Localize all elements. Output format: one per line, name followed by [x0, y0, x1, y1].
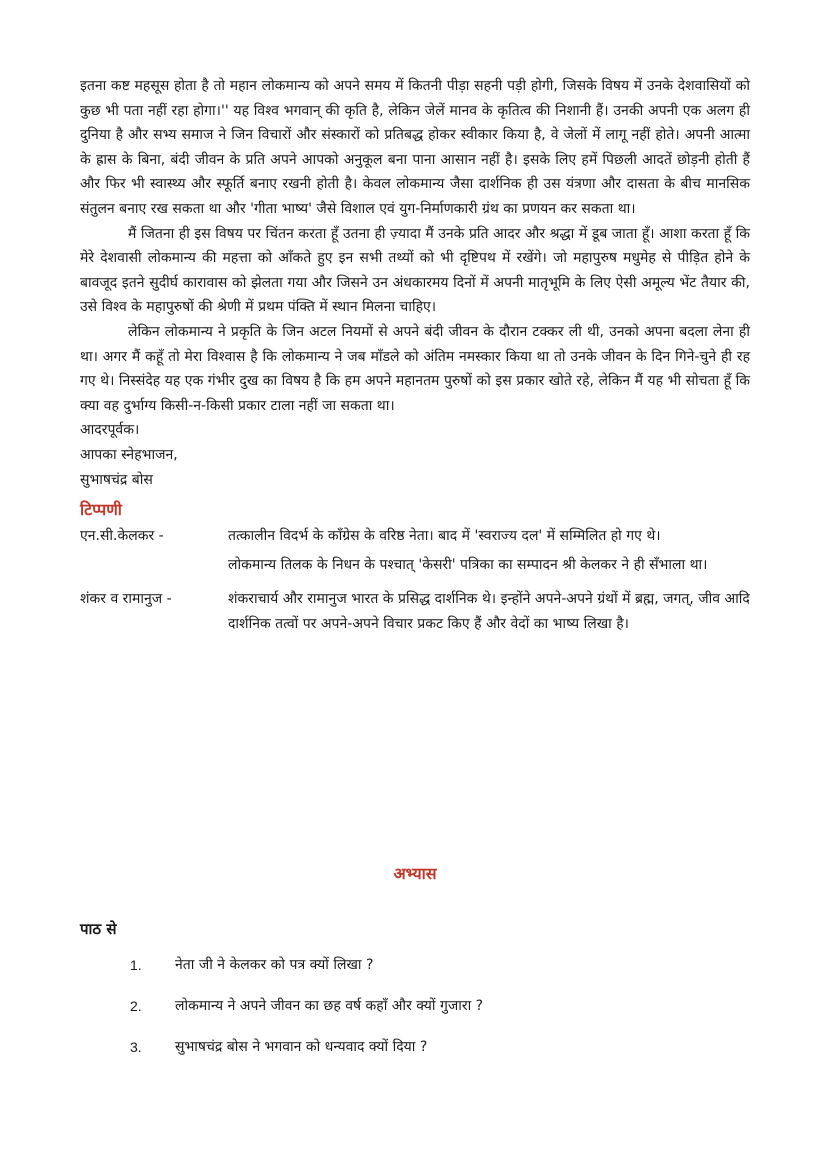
note-description-line: तत्कालीन विदर्भ के काँग्रेस के वरिष्ठ नेता। बाद में 'स्वराज्य दल' में सम्मिलित हो गए थे।	[228, 528, 661, 545]
document-page	[80, 74, 750, 1055]
question-number: 1.	[130, 957, 142, 973]
exercise-subheading: पाठ से	[80, 920, 117, 938]
signature: सुभाषचंद्र बोस	[80, 471, 153, 488]
question-text: नेता जी ने केलकर को पत्र क्यों लिखा ?	[175, 957, 374, 973]
note-item	[80, 524, 750, 581]
note-description	[228, 587, 750, 640]
body-paragraph-1: इतना कष्ट महसूस होता है तो महान लोकमान्य को अपने समय में कितनी पीड़ा सहनी पड़ी होगी, जिसके विषय में उनके देशवासियों को कुछ भी पता नहीं रहा होगा।'' यह विश्व भगवान् की कृति है, लेकिन जेलें मानव के कृतित्व की निशानी हैं। उनकी अपनी एक अलग ही दुनिया है और सभ्य समाज ने जिन विचारों और संस्कारों को प्रतिबद्ध होकर स्वीकार किया है, वे जेलों में लागू नहीं होते। अपनी आत्मा के ह्रास के बिना, बंदी जीवन के प्रति अपने आपको अनुकूल बना पाना आसान नहीं है। इसके लिए हमें पिछली आदतें छोड़नी होती हैं और फिर भी स्वास्थ्य और स्फूर्ति बनाए रखनी होती है। केवल लोकमान्य जैसा दार्शनिक ही उस यंत्रणा और दासता के बीच मानसिक संतुलन बनाए रख सकता था और 'गीता भाष्य' जैसे विशाल एवं युग-निर्माणकारी ग्रंथ का प्रणयन कर सकता था।	[80, 78, 750, 217]
question-item	[130, 995, 730, 1036]
question-list	[130, 954, 730, 1077]
note-item	[80, 587, 750, 640]
note-term: एन.सी.केलकर -	[80, 528, 164, 545]
exercise-heading: अभ्यास	[393, 864, 437, 883]
question-number: 2.	[130, 998, 142, 1014]
question-number: 3.	[130, 1039, 142, 1055]
note-description-line: शंकराचार्य और रामानुज भारत के प्रसिद्ध दार्शनिक थे। इन्होंने अपने-अपने ग्रंथों में ब्रह्म, जगत्, जीव आदि दार्शनिक तत्वों पर अपने-अपने विचार प्रकट किए हैं और वेदों का भाष्य लिखा है।	[228, 591, 750, 632]
question-text: सुभाषचंद्र बोस ने भगवान को धन्यवाद क्यों दिया ?	[175, 1039, 428, 1055]
notes-heading: टिप्पणी	[80, 500, 122, 520]
closing-affection: आपका स्नेहभाजन,	[80, 446, 178, 463]
note-term: शंकर व रामानुज -	[80, 591, 172, 608]
question-text: लोकमान्य ने अपने जीवन का छह वर्ष कहाँ और क्यों गुजारा ?	[175, 998, 484, 1014]
body-paragraph-3: लेकिन लोकमान्य ने प्रकृति के जिन अटल नियमों से अपने बंदी जीवन के दौरान टक्कर ली थी, उनको अपना बदला लेना ही था। अगर मैं कहूँ तो मेरा विश्वास है कि लोकमान्य ने जब माँडले को अंतिम नमस्कार किया था तो उनके जीवन के दिन गिने-चुने ही रह गए थे। निस्संदेह यह एक गंभीर दुख का विषय है कि हम अपने महानतम पुरुषों को इस प्रकार खोते रहे, लेकिन मैं यह भी सोचता हूँ कि क्या वह दुर्भाग्य किसी-न-किसी प्रकार टाला नहीं जा सकता था।	[80, 323, 750, 414]
note-description	[228, 524, 750, 581]
note-description-line: लोकमान्य तिलक के निधन के पश्चात् 'केसरी' पत्रिका का सम्पादन श्री केलकर ने ही सँभाला था।	[228, 556, 708, 573]
question-item	[130, 954, 730, 995]
body-paragraph-2: मैं जितना ही इस विषय पर चिंतन करता हूँ उतना ही ज़्यादा मैं उनके प्रति आदर और श्रद्धा में डूब जाता हूँ। आशा करता हूँ कि मेरे देशवासी लोकमान्य की महत्ता को आँकते हुए इन सभी तथ्यों को भी दृष्टिपथ में रखेंगे। जो महापुरुष मधुमेह से पीड़ित होने के बावजूद इतने सुदीर्घ कारावास को झेलता गया और जिसने उन अंधकारमय दिनों में अपनी मातृभूमि के लिए ऐसी अमूल्य भेंट तैयार की, उसे विश्व के महापुरुषों की श्रेणी में प्रथम पंक्ति में स्थान मिलना चाहिए।	[80, 225, 750, 316]
closing-regards: आदरपूर्वक।	[80, 422, 140, 439]
question-item	[130, 1036, 730, 1077]
